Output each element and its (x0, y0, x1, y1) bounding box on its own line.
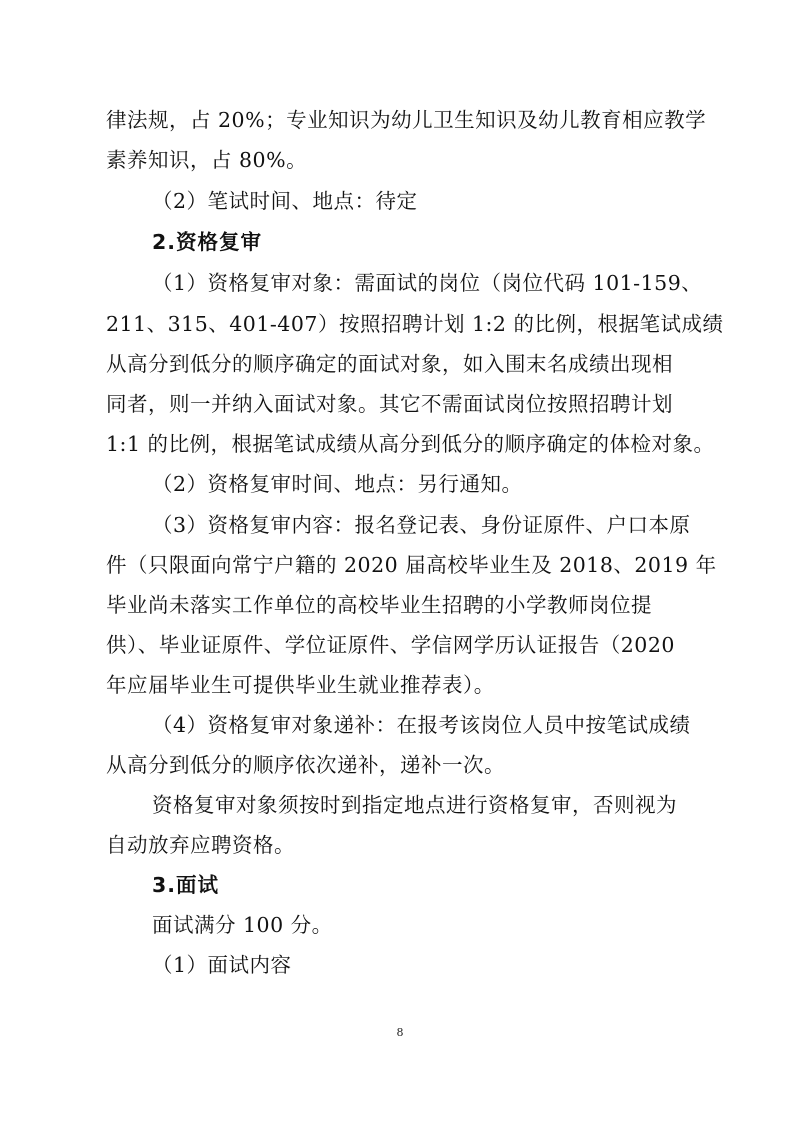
text-line-18: 资格复审对象须按时到指定地点进行资格复审，否则视为 (152, 793, 677, 817)
section-heading-qualification-review: 2.资格复审 (152, 230, 263, 254)
text-line-3: （2）笔试时间、地点：待定 (152, 189, 418, 213)
text-line-21: 面试满分 100 分。 (152, 913, 333, 937)
text-line-10: （2）资格复审时间、地点：另行通知。 (152, 472, 523, 496)
text-line-5: （1）资格复审对象：需面试的岗位（岗位代码 101-159、 (152, 271, 703, 295)
text-line-15: 年应届毕业生可提供毕业生就业推荐表）。 (106, 673, 495, 697)
section-heading-interview: 3.面试 (152, 873, 220, 897)
text-line-7: 从高分到低分的顺序确定的面试对象，如入围末名成绩出现相 (106, 352, 673, 376)
text-line-2: 素养知识，占 80%。 (106, 148, 308, 172)
text-line-1: 律法规，占 20%；专业知识为幼儿卫生知识及幼儿教育相应教学 (106, 108, 707, 132)
text-line-11: （3）资格复审内容：报名登记表、身份证原件、户口本原 (152, 513, 691, 537)
text-line-6: 211、315、401-407）按照招聘计划 1:2 的比例，根据笔试成绩 (106, 312, 724, 336)
text-line-8: 同者，则一并纳入面试对象。其它不需面试岗位按照招聘计划 (106, 392, 673, 416)
text-line-16: （4）资格复审对象递补：在报考该岗位人员中按笔试成绩 (152, 713, 691, 737)
text-line-14: 供）、毕业证原件、学位证原件、学信网学历认证报告（2020 (106, 633, 675, 657)
text-line-17: 从高分到低分的顺序依次递补，递补一次。 (106, 753, 505, 777)
text-line-13: 毕业尚未落实工作单位的高校毕业生招聘的小学教师岗位提 (106, 593, 652, 617)
page-number: 8 (396, 1026, 404, 1039)
text-line-22: （1）面试内容 (152, 953, 292, 977)
text-line-12: 件（只限面向常宁户籍的 2020 届高校毕业生及 2018、2019 年 (106, 553, 717, 577)
text-line-19: 自动放弃应聘资格。 (106, 833, 295, 857)
text-line-9: 1:1 的比例，根据笔试成绩从高分到低分的顺序确定的体检对象。 (106, 432, 715, 456)
